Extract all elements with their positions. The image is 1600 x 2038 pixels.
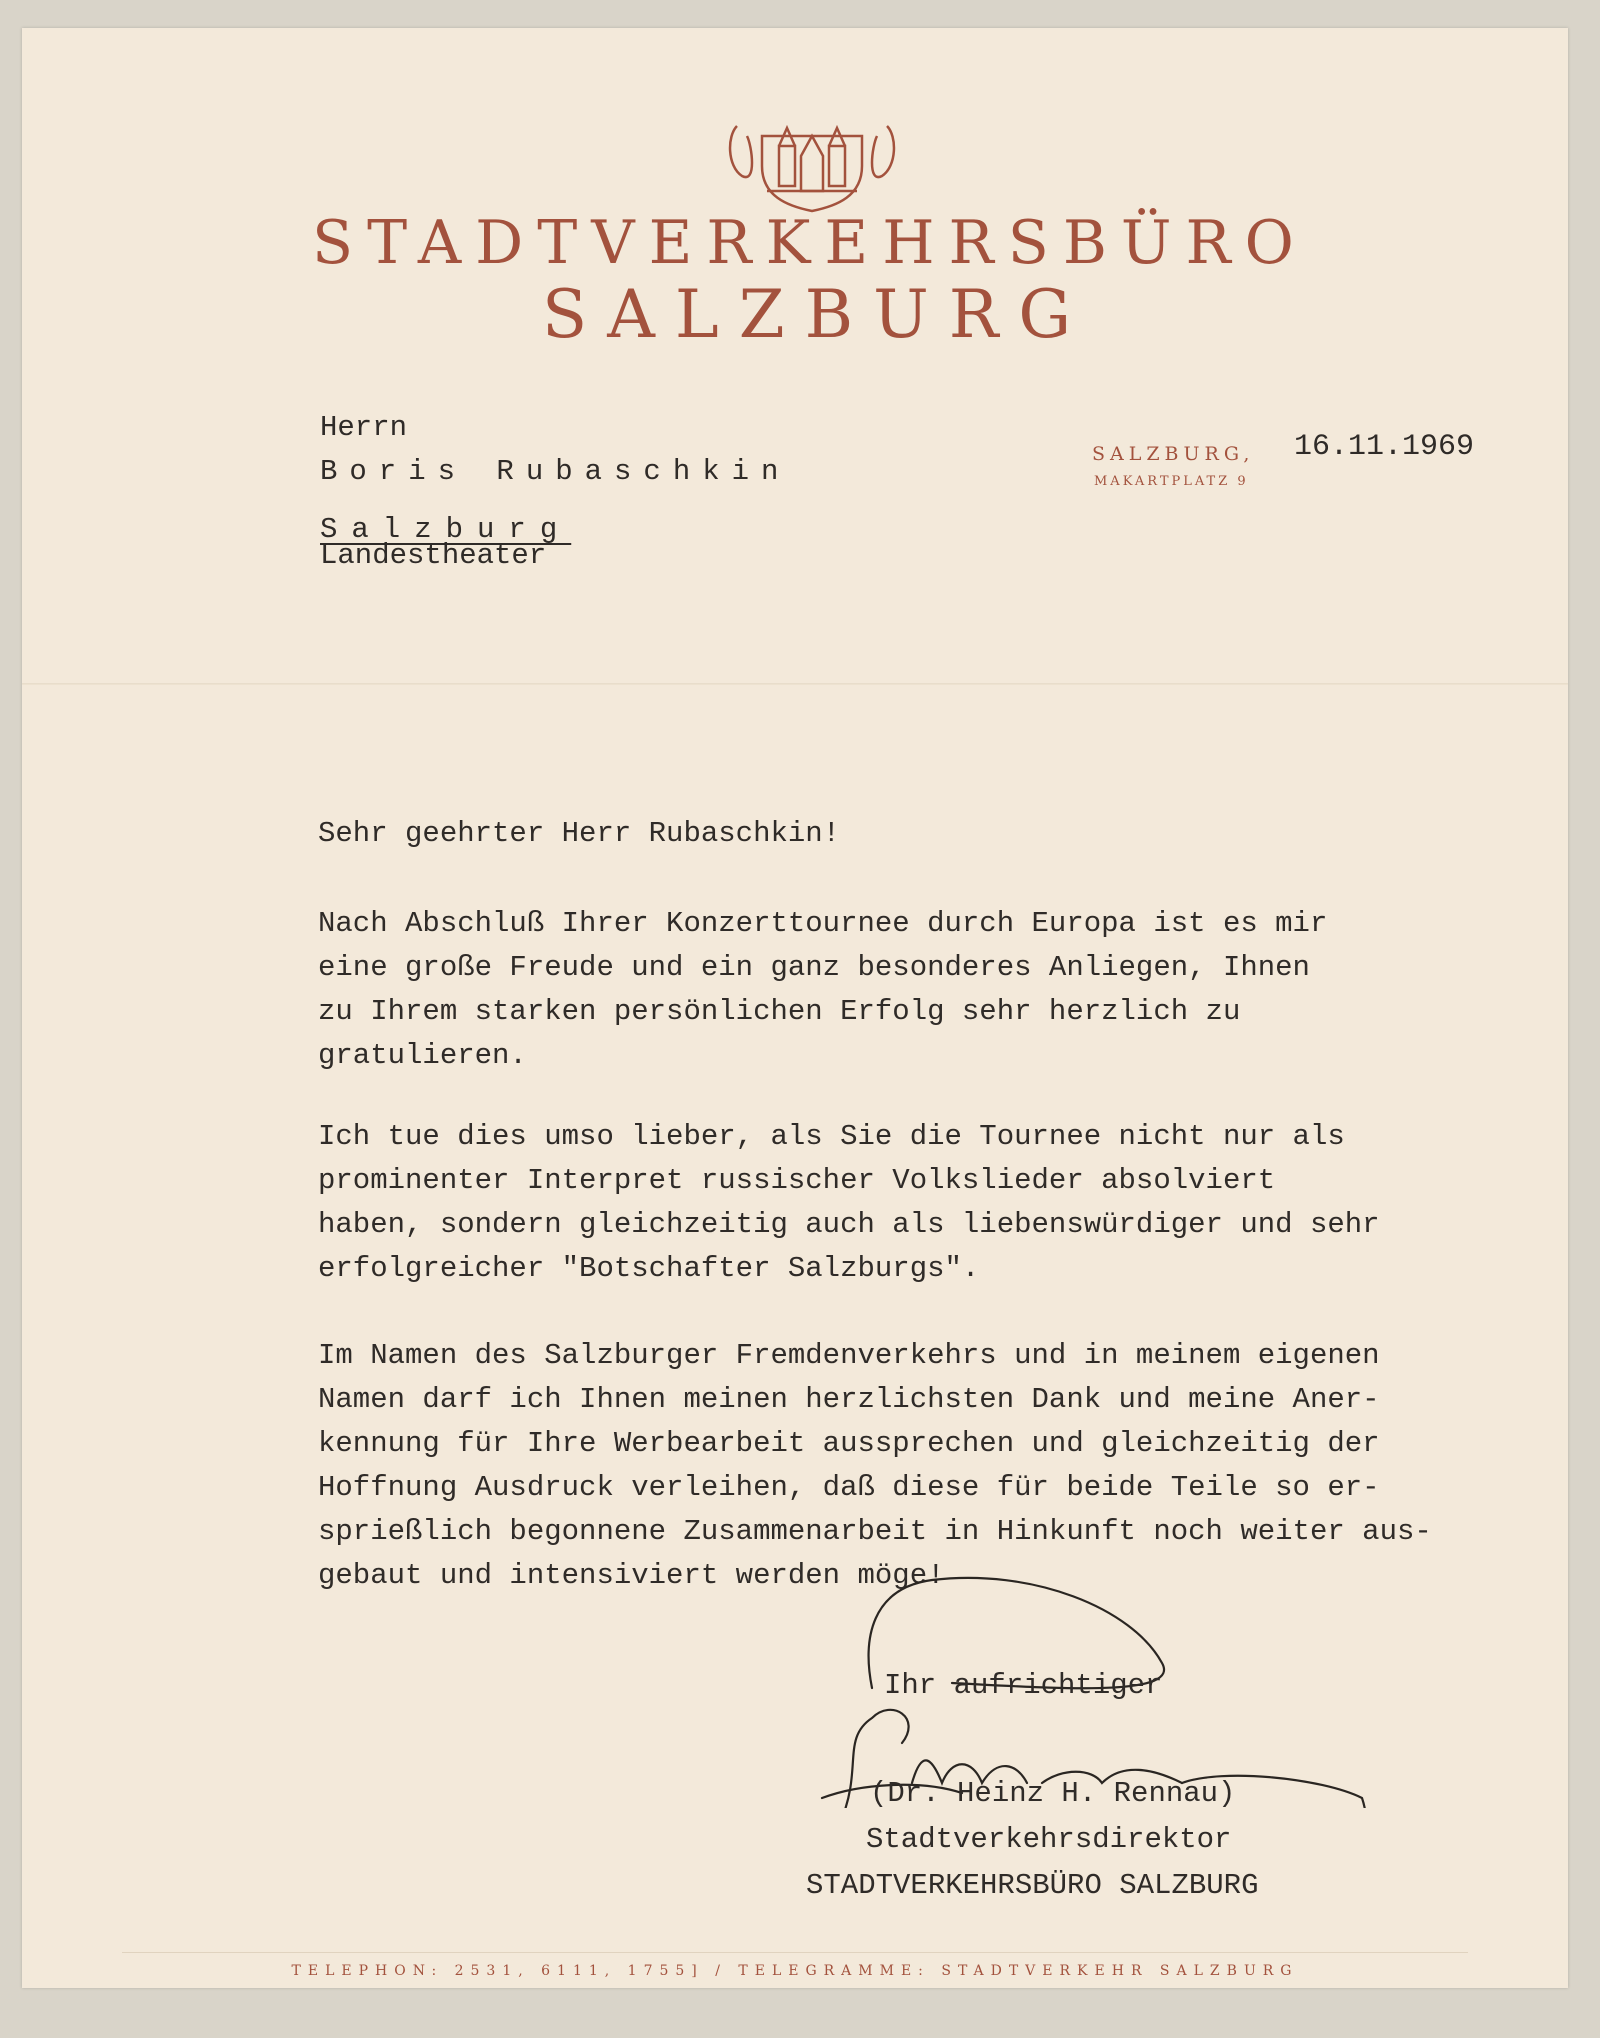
footer-contact: TELEPHON: 2531, 6111, 1755] / TELEGRAMME: STADTVERKEHR SALZBURG bbox=[291, 1963, 1299, 1979]
paper-fold bbox=[22, 683, 1568, 685]
salzburg-cathedral-crest-icon bbox=[717, 106, 907, 216]
recipient-city: Salzburg bbox=[320, 513, 572, 546]
letter-date: 16.11.1969 bbox=[1294, 430, 1475, 464]
paragraph-3: Im Namen des Salzburger Fremdenverkehrs und in meinem eigenen Namen darf ich Ihnen meinen herzlichsten Dank und meine Aner- kennung für Ihre Werbearbeit aussprechen und gleichzeitig der Hoffnung Ausdruck verleihen, daß diese für beide Teile so er- sprießlich begonnene Zusammenarbeit in Hinkunft noch weiter aus- gebaut und intensiviert werden möge! bbox=[318, 1339, 1432, 1592]
letterhead-line2: SALZBURG bbox=[542, 276, 1092, 353]
greeting: Sehr geehrter Herr Rubaschkin! bbox=[318, 817, 841, 850]
footer-divider bbox=[122, 1952, 1468, 1953]
signer-title: Stadtverkehrsdirektor bbox=[866, 1823, 1232, 1856]
letterhead-place: SALZBURG, bbox=[1092, 443, 1255, 465]
recipient-name: Boris Rubaschkin bbox=[320, 455, 791, 488]
letterhead-line1: STADTVERKEHRSBÜRO bbox=[312, 208, 1308, 278]
signer-name: (Dr. Heinz H. Rennau) bbox=[870, 1777, 1236, 1810]
letter-sheet bbox=[22, 28, 1568, 1988]
valediction: Ihr aufrichtiger bbox=[884, 1669, 1163, 1702]
paragraph-2: Ich tue dies umso lieber, als Sie die Tournee nicht nur als prominenter Interpret russischer Volkslieder absolviert haben, sondern gleichzeitig auch als liebenswürdiger und sehr erfolgreicher "Botschafter Salzburgs". bbox=[318, 1120, 1380, 1285]
recipient-salutation: Herrn bbox=[320, 411, 408, 444]
letterhead-street: MAKARTPLATZ 9 bbox=[1094, 474, 1249, 489]
recipient-venue: Landestheater bbox=[320, 539, 547, 572]
signer-office: STADTVERKEHRSBÜRO SALZBURG bbox=[806, 1869, 1259, 1902]
paragraph-1: Nach Abschluß Ihrer Konzerttournee durch Europa ist es mir eine große Freude und ein ganz besonderes Anliegen, Ihnen zu Ihrem starken persönlichen Erfolg sehr herzlich zu gratulieren. bbox=[318, 907, 1328, 1072]
